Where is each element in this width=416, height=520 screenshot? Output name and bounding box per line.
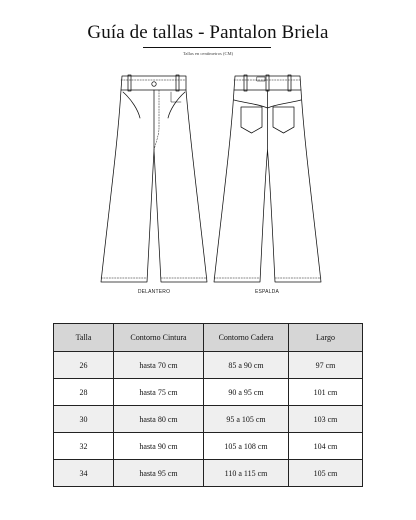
cell-cintura: hasta 80 cm [114, 406, 204, 433]
back-view-label: ESPALDA [254, 289, 280, 295]
cell-cintura: hasta 90 cm [114, 433, 204, 460]
cell-talla: 30 [54, 406, 114, 433]
front-button-icon [152, 82, 156, 86]
cell-largo: 103 cm [289, 406, 363, 433]
column-header-cintura: Contorno Cintura [114, 324, 204, 352]
cell-talla: 28 [54, 379, 114, 406]
cell-cadera: 90 a 95 cm [204, 379, 289, 406]
cell-cadera: 105 a 108 cm [204, 433, 289, 460]
table-row [54, 460, 363, 487]
cell-largo: 97 cm [289, 352, 363, 379]
back-trousers-illustration [214, 75, 321, 282]
cell-cadera: 85 a 90 cm [204, 352, 289, 379]
cell-largo: 104 cm [289, 433, 363, 460]
front-trousers-illustration [101, 75, 207, 282]
cell-cadera: 95 a 105 cm [204, 406, 289, 433]
table-header-row [54, 324, 363, 352]
cell-talla: 32 [54, 433, 114, 460]
column-header-talla: Talla [54, 324, 114, 352]
cell-cintura: hasta 95 cm [114, 460, 204, 487]
page-title: Guía de tallas - Pantalon Briela [87, 22, 329, 43]
table-row [54, 352, 363, 379]
table-row [54, 406, 363, 433]
cell-talla: 26 [54, 352, 114, 379]
column-header-largo: Largo [289, 324, 363, 352]
column-header-cadera: Contorno Cadera [204, 324, 289, 352]
cell-largo: 105 cm [289, 460, 363, 487]
page-subtitle: Tallas en centímetros (CM) [182, 51, 234, 56]
cell-talla: 34 [54, 460, 114, 487]
cell-cintura: hasta 70 cm [114, 352, 204, 379]
table-row [54, 379, 363, 406]
size-table [53, 323, 363, 487]
front-view-label: DELANTERO [137, 289, 171, 295]
cell-cadera: 110 a 115 cm [204, 460, 289, 487]
table-row [54, 433, 363, 460]
cell-cintura: hasta 75 cm [114, 379, 204, 406]
cell-largo: 101 cm [289, 379, 363, 406]
brand-patch-icon [257, 77, 265, 81]
